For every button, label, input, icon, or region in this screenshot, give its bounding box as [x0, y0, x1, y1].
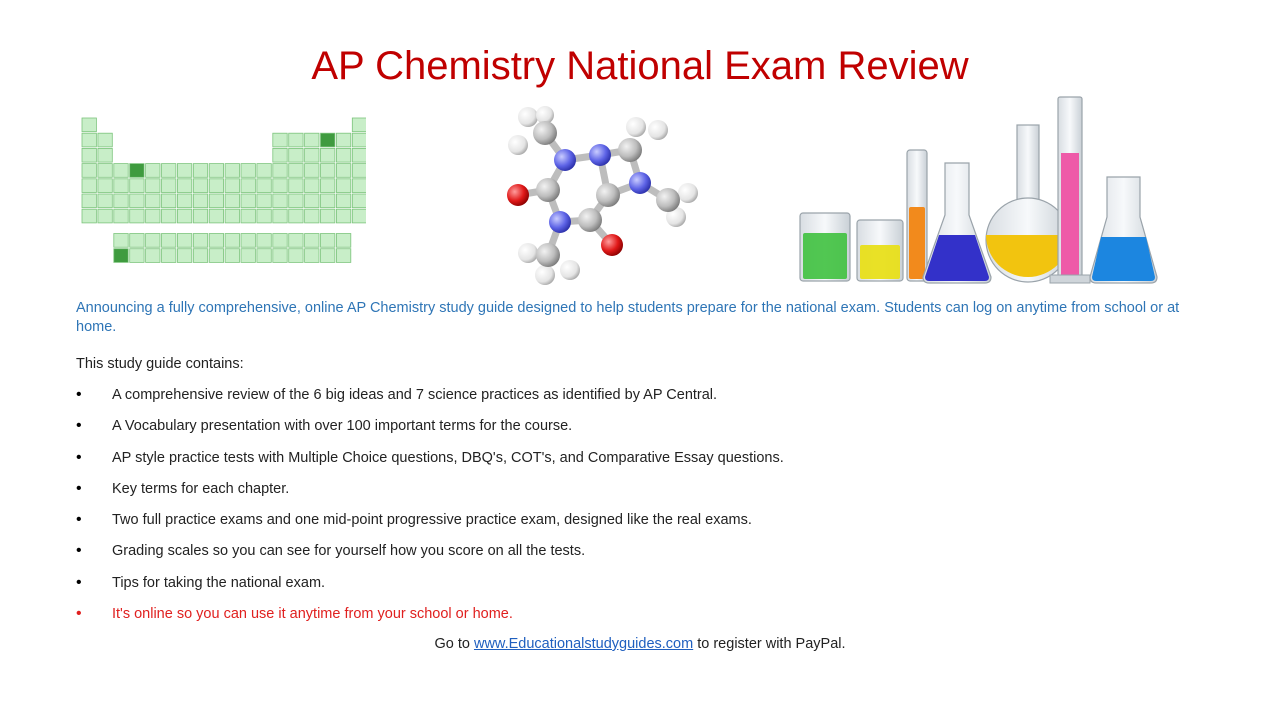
list-item: • A comprehensive review of the 6 big ideas and 7 science practices as identified by AP Central. [76, 385, 1176, 416]
footer-suffix: to register with PayPal. [697, 636, 846, 652]
intro-text: Announcing a fully comprehensive, online AP Chemistry study guide designed to help students prepare for the national exam. Students can log on anytime from school or at home. [76, 300, 1180, 335]
list-item-highlight: • It's online so you can use it anytime from your school or home. [76, 604, 1176, 635]
caffeine-molecule-model-image [500, 105, 705, 285]
list-item: • Two full practice exams and one mid-point progressive practice exam, designed like the real exams. [76, 510, 1176, 541]
footer-prefix: Go to [434, 636, 470, 652]
website-link[interactable]: www.Educationalstudyguides.com [473, 636, 694, 652]
page-title: AP Chemistry National Exam Review [311, 44, 969, 88]
laboratory-glassware-image [795, 95, 1165, 285]
footer-text [0, 636, 1280, 652]
feature-list [76, 385, 1176, 635]
list-item: • Tips for taking the national exam. [76, 573, 1176, 604]
list-item: • A Vocabulary presentation with over 100 important terms for the course. [76, 416, 1176, 447]
contains-heading: This study guide contains: [76, 356, 244, 372]
list-item: • Key terms for each chapter. [76, 479, 1176, 510]
periodic-table-image [80, 116, 366, 280]
list-item: • Grading scales so you can see for yourself how you score on all the tests. [76, 541, 1176, 572]
list-item: • AP style practice tests with Multiple Choice questions, DBQ's, COT's, and Comparative Essay questions. [76, 448, 1176, 479]
